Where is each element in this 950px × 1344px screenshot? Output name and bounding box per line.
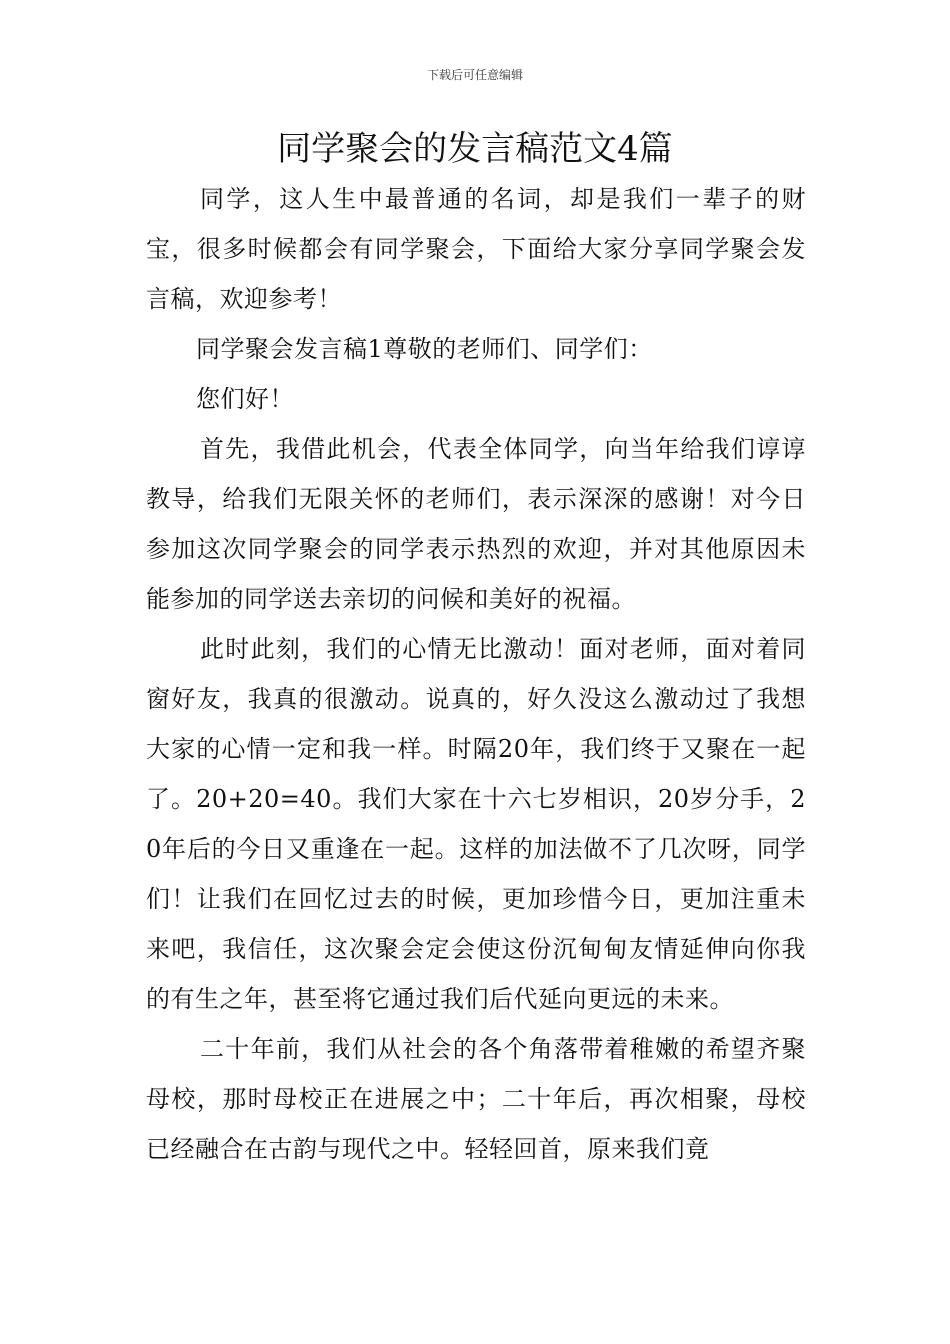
paragraph-twenty-years: 二十年前，我们从社会的各个角落带着稚嫩的希望齐聚母校，那时母校正在进展之中；二十年后，再次相聚，母校已经融合在古韵与现代之中。轻轻回首，原来我们竟 <box>146 1035 806 1163</box>
paragraph-intro: 同学，这人生中最普通的名词，却是我们一辈子的财宝，很多时候都会有同学聚会，下面给大家分享同学聚会发言稿，欢迎参考！ <box>146 185 806 313</box>
paragraph-greeting: 您们好！ <box>196 385 294 413</box>
paragraph-thanks: 首先，我借此机会，代表全体同学，向当年给我们谆谆教导，给我们无限关怀的老师们，表示深深的感谢！对今日参加这次同学聚会的同学表示热烈的欢迎，并对其他原因未能参加的同学送去亲切的问候和美好的祝福。 <box>146 435 806 613</box>
paragraph-speech-heading: 同学聚会发言稿1尊敬的老师们、同学们： <box>196 335 653 363</box>
document-title: 同学聚会的发言稿范文4篇 <box>277 129 673 169</box>
paragraph-emotion: 此时此刻，我们的心情无比激动！面对老师，面对着同窗好友，我真的很激动。说真的，好久没这么激动过了我想大家的心情一定和我一样。时隔20年，我们终于又聚在一起了。20+20=40。我们大家在十六七岁相识，20岁分手，20年后的今日又重逢在一起。这样的加法做不了几次呀，同学们！让我们在回忆过去的时候，更加珍惜今日，更加注重未来吧，我信任，这次聚会定会使这份沉甸甸友情延伸向你我的有生之年，甚至将它通过我们后代延向更远的未来。 <box>146 635 806 1013</box>
header-note: 下载后可任意编辑 <box>426 68 523 82</box>
document-body <box>146 174 806 1174</box>
